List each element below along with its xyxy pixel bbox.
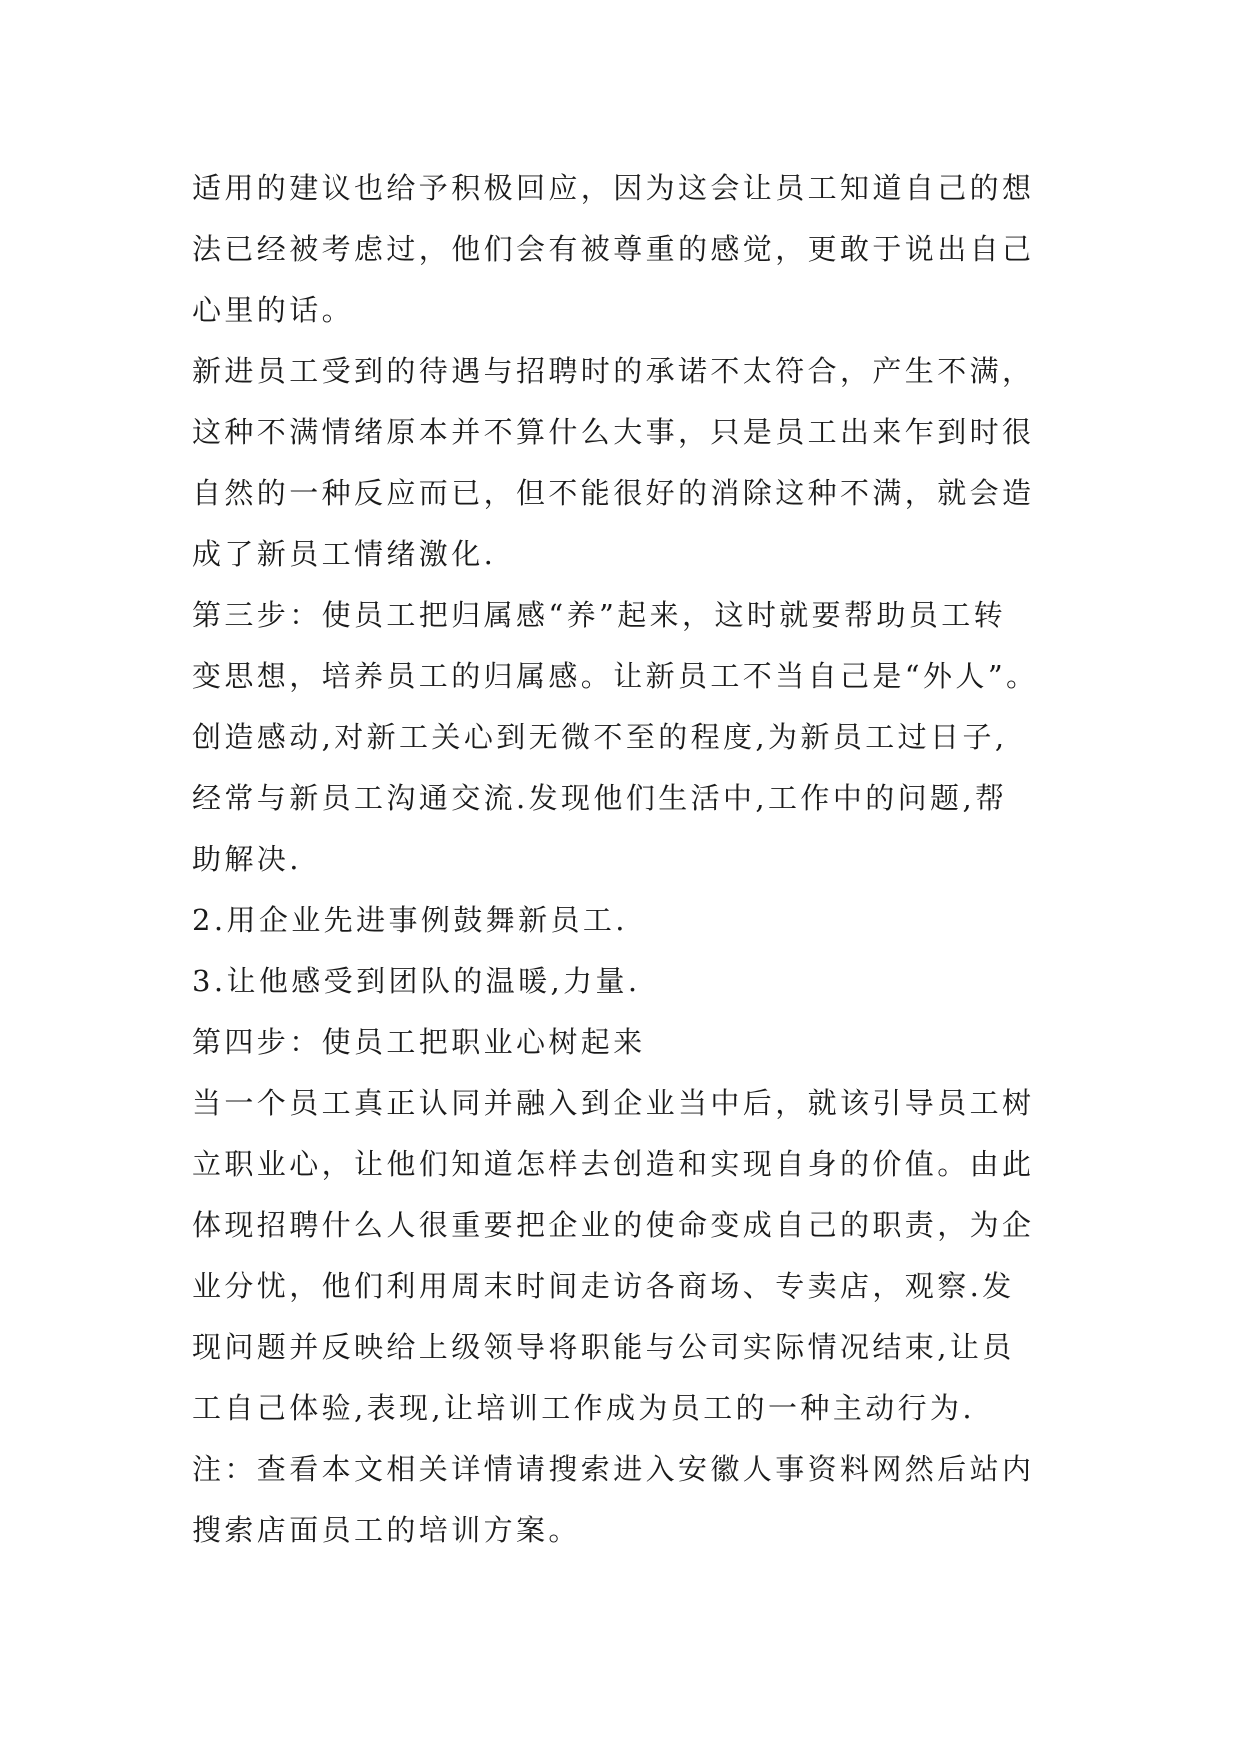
text-line: 新进员工受到的待遇与招聘时的承诺不太符合，产生不满，: [192, 354, 1035, 388]
text-line: 立职业心，让他们知道怎样去创造和实现自身的价值。由此: [192, 1147, 1035, 1181]
text-line: 业分忧，他们利用周末时间走访各商场、专卖店，观察.发: [192, 1269, 1015, 1303]
text-line: 自然的一种反应而已，但不能很好的消除这种不满，就会造: [192, 476, 1035, 510]
text-line: 当一个员工真正认同并融入到企业当中后，就该引导员工树: [192, 1086, 1035, 1120]
text-line: 这种不满情绪原本并不算什么大事，只是员工出来乍到时很: [192, 415, 1035, 449]
text-line: 成了新员工情绪激化.: [192, 537, 497, 571]
text-line: 体现招聘什么人很重要把企业的使命变成自己的职责，为企: [192, 1208, 1035, 1242]
note-line: 注：查看本文相关详情请搜索进入安徽人事资料网然后站内: [192, 1452, 1035, 1486]
text-line: 变思想，培养员工的归属感。让新员工不当自己是“外人”。: [192, 659, 1039, 693]
text-line: 工自己体验,表现,让培训工作成为员工的一种主动行为.: [192, 1391, 976, 1425]
step-heading-line: 第四步：使员工把职业心树起来: [192, 1025, 646, 1059]
text-line: 经常与新员工沟通交流.发现他们生活中,工作中的问题,帮: [192, 781, 1008, 815]
list-item: 3.让他感受到团队的温暖,力量.: [192, 964, 641, 998]
note-line: 搜索店面员工的培训方案。: [192, 1513, 581, 1547]
text-line: 法已经被考虑过，他们会有被尊重的感觉，更敢于说出自己: [192, 232, 1035, 266]
document-body: [192, 158, 1072, 1561]
text-line: 创造感动,对新工关心到无微不至的程度,为新员工过日子,: [192, 720, 1008, 754]
text-line: 助解决.: [192, 842, 302, 876]
list-item: 2.用企业先进事例鼓舞新员工.: [192, 903, 628, 937]
text-line: 适用的建议也给予积极回应，因为这会让员工知道自己的想: [192, 171, 1035, 205]
step-heading-line: 第三步：使员工把归属感“养”起来，这时就要帮助员工转: [192, 598, 1007, 632]
text-line: 现问题并反映给上级领导将职能与公司实际情况结束,让员: [192, 1330, 1015, 1364]
text-line: 心里的话。: [192, 293, 355, 327]
